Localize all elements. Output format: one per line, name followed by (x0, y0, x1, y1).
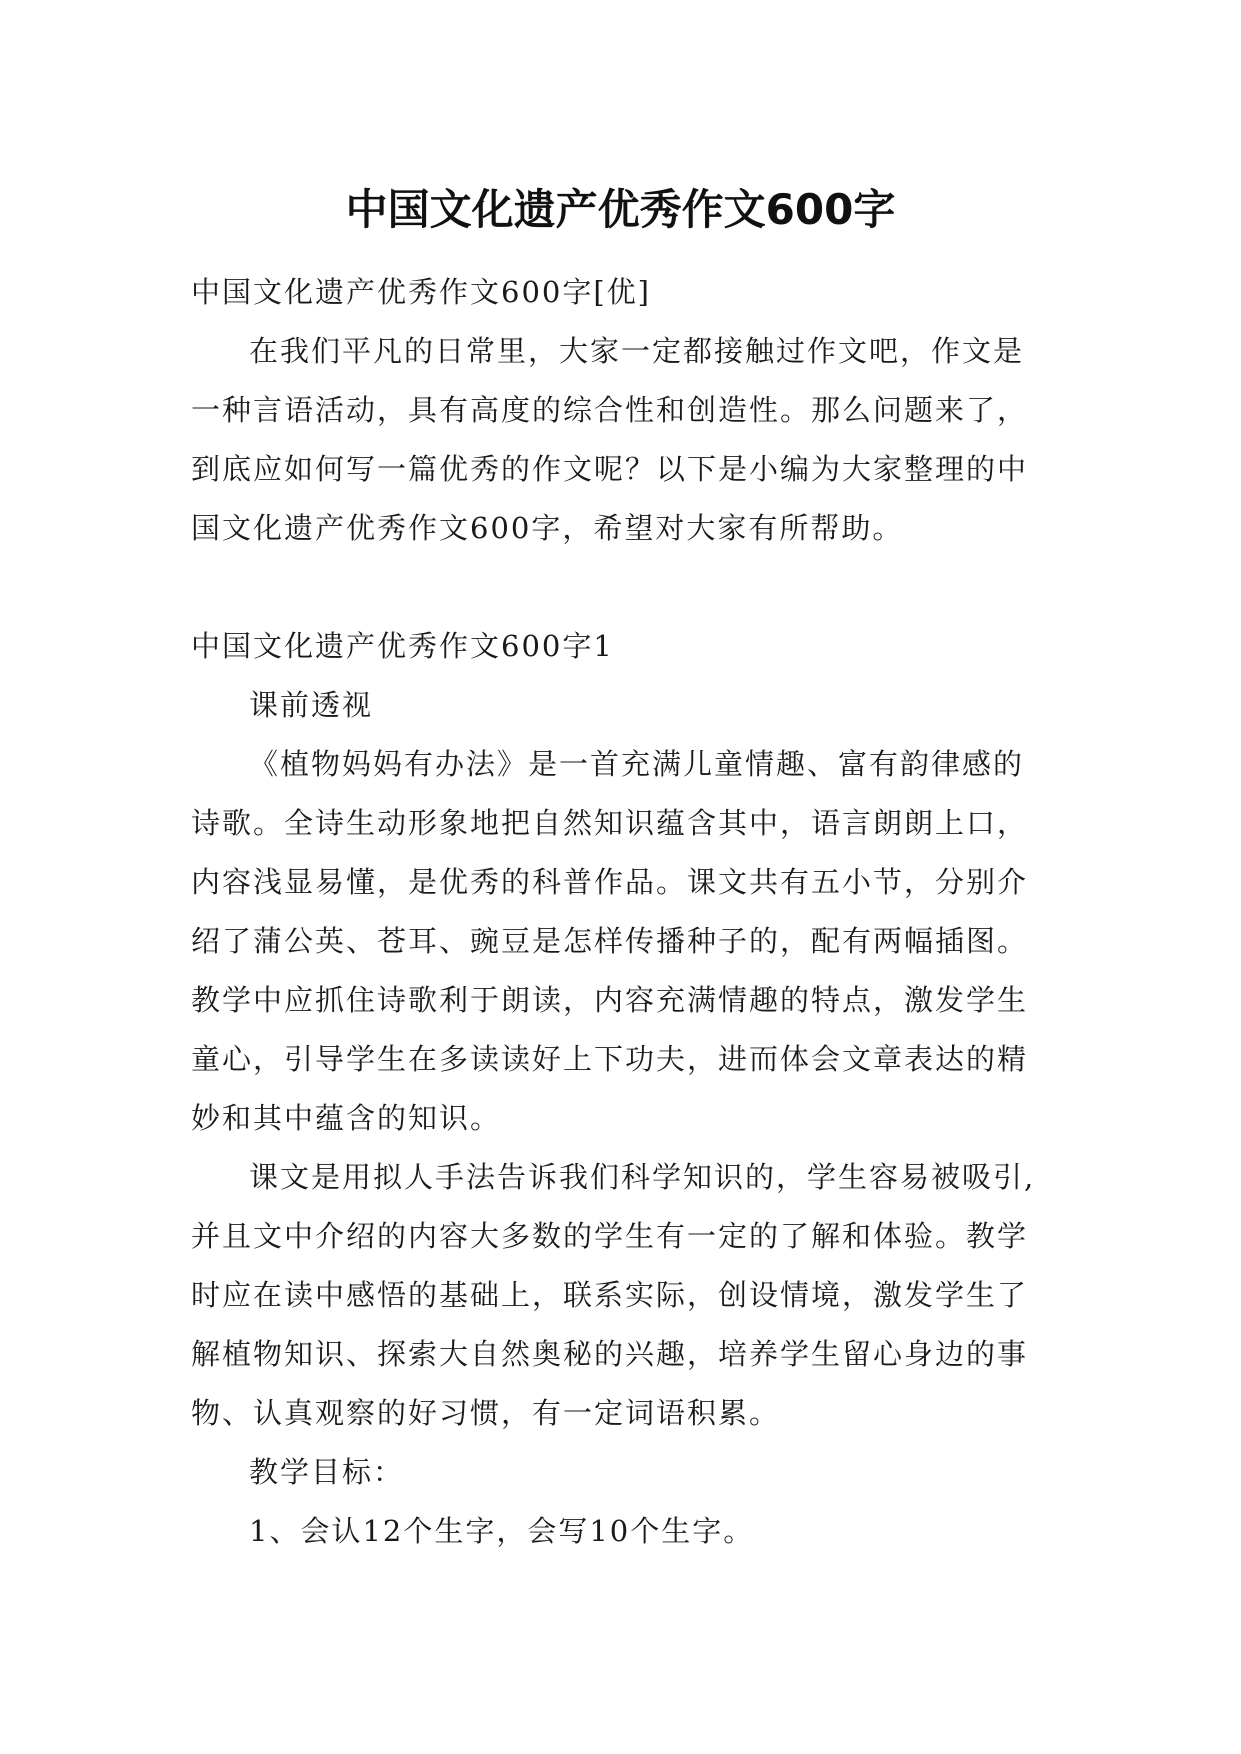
goals-label: 教学目标： (249, 1455, 405, 1489)
page-title: 中国文化遗产优秀作文600字 (345, 185, 896, 235)
section-spacer (191, 558, 1053, 617)
body-paragraph: 《植物妈妈有办法》是一首充满儿童情趣、富有韵律感的诗歌。全诗生动形象地把自然知识蕴含其中，语言朗朗上口，内容浅显易懂，是优秀的科普作品。课文共有五小节，分别介绍了蒲公英、苍耳、豌豆是怎样传播种子的，配有两幅插图。教学中应抓住诗歌利于朗读，内容充满情趣的特点，激发学生童心，引导学生在多读读好上下功夫，进而体会文章表达的精妙和其中蕴含的知识。 (191, 747, 1029, 1135)
section-subheading: 课前透视 (249, 688, 374, 722)
document-body (191, 263, 1053, 1561)
goal-item: 1、会认12个生字，会写10个生字。 (249, 1514, 755, 1548)
intro-heading: 中国文化遗产优秀作文600字[优] (191, 275, 651, 309)
section-heading: 中国文化遗产优秀作文600字1 (191, 629, 614, 663)
body-paragraph: 课文是用拟人手法告诉我们科学知识的，学生容易被吸引,并且文中介绍的内容大多数的学生有一定的了解和体验。教学时应在读中感悟的基础上，联系实际，创设情境，激发学生了解植物知识、探索大自然奥秘的兴趣，培养学生留心身边的事物、认真观察的好习惯，有一定词语积累。 (191, 1160, 1036, 1430)
intro-paragraph: 在我们平凡的日常里，大家一定都接触过作文吧，作文是一种言语活动，具有高度的综合性和创造性。那么问题来了，到底应如何写一篇优秀的作文呢？以下是小编为大家整理的中国文化遗产优秀作文600字，希望对大家有所帮助。 (191, 334, 1029, 545)
